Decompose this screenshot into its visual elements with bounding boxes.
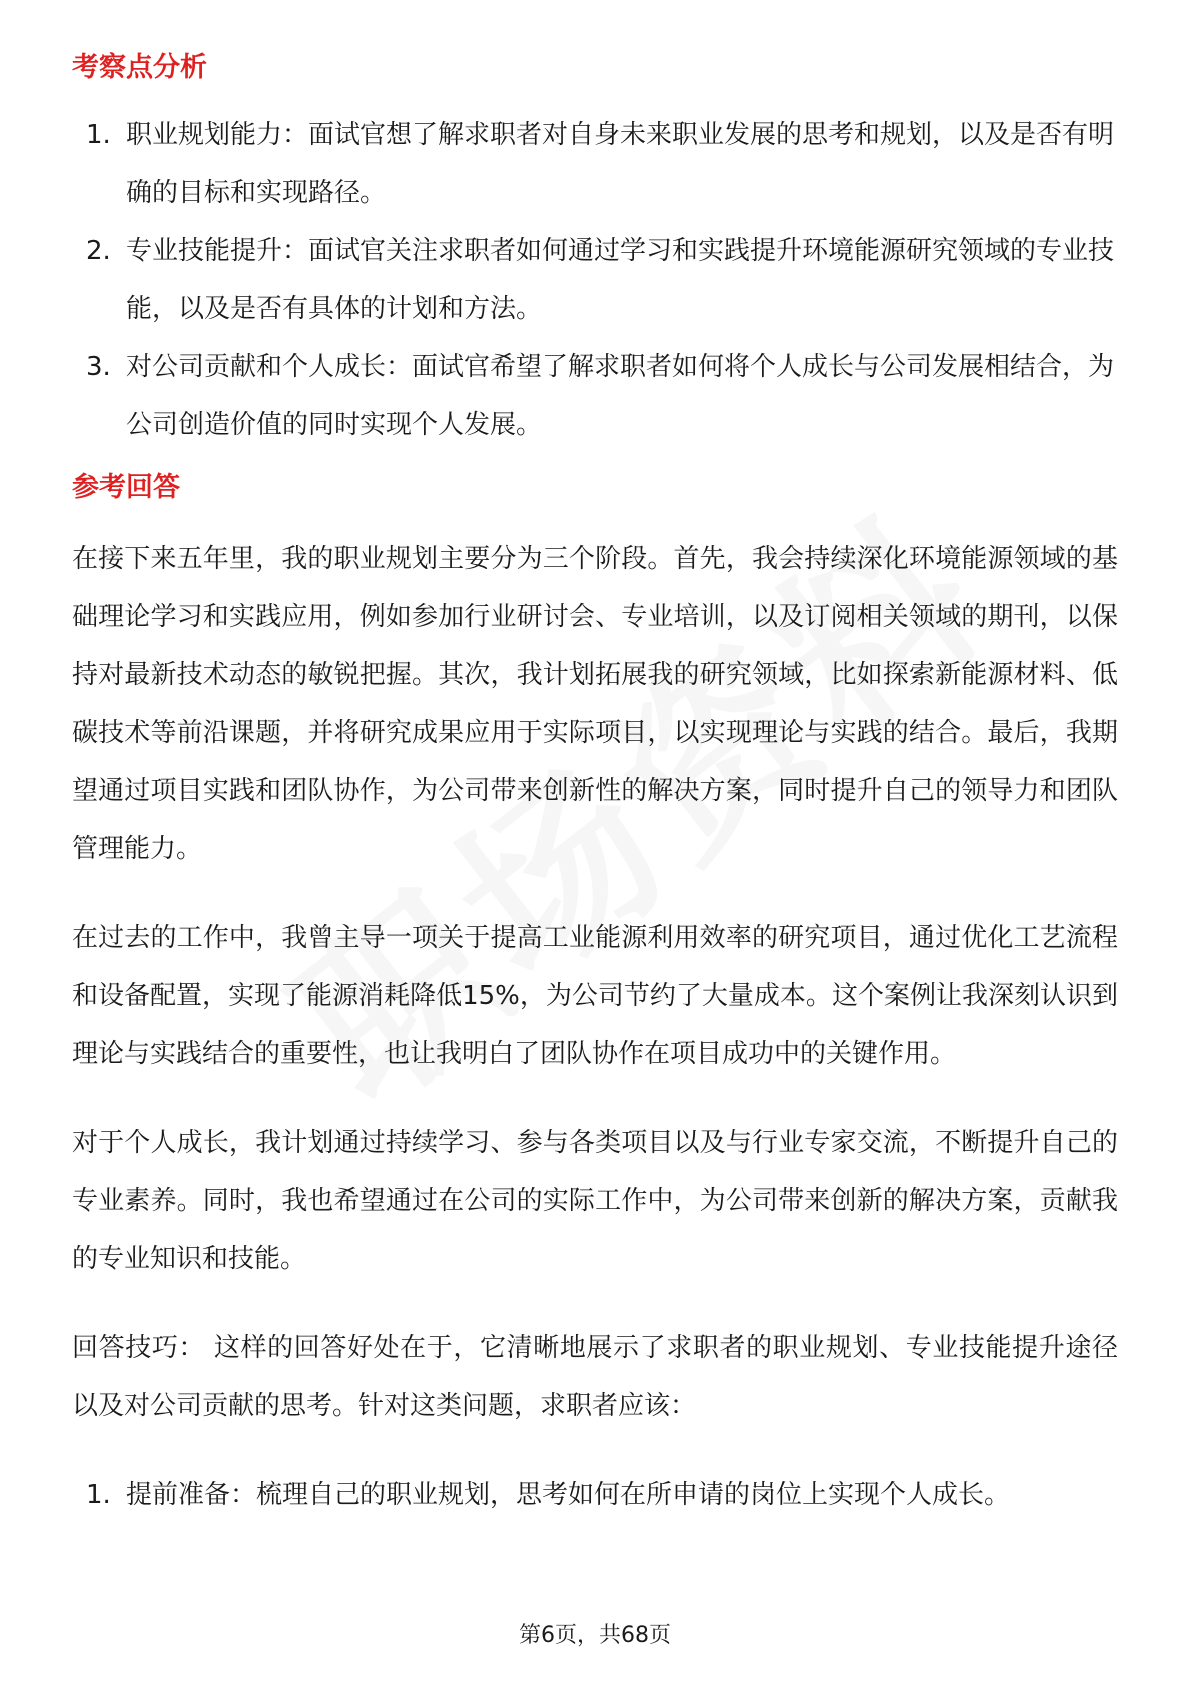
list-item-number: 3.	[86, 352, 111, 382]
tips-list	[72, 1466, 1118, 1524]
list-item-text: 职业规划能力：面试官想了解求职者对自身未来职业发展的思考和规划，以及是否有明确的目标和实现路径。	[126, 120, 1115, 208]
list-item-number: 1.	[86, 1480, 111, 1510]
analysis-list-item	[72, 338, 1118, 454]
reference-paragraph: 在接下来五年里，我的职业规划主要分为三个阶段。首先，我会持续深化环境能源领域的基础理论学习和实践应用，例如参加行业研讨会、专业培训，以及订阅相关领域的期刊，以保持对最新技术动态的敏锐把握。其次，我计划拓展我的研究领域，比如探索新能源材料、低碳技术等前沿课题，并将研究成果应用于实际项目，以实现理论与实践的结合。最后，我期望通过项目实践和团队协作，为公司带来创新性的解决方案，同时提升自己的领导力和团队管理能力。	[72, 544, 1118, 864]
reference-paragraph: 对于个人成长，我计划通过持续学习、参与各类项目以及与行业专家交流，不断提升自己的专业素养。同时，我也希望通过在公司的实际工作中，为公司带来创新的解决方案，贡献我的专业知识和技能。	[72, 1128, 1118, 1274]
analysis-list-item	[72, 106, 1118, 222]
analysis-section-title: 考察点分析	[72, 52, 207, 83]
list-item-text: 提前准备：梳理自己的职业规划，思考如何在所申请的岗位上实现个人成长。	[126, 1480, 1011, 1510]
list-item-text: 专业技能提升：面试官关注求职者如何通过学习和实践提升环境能源研究领域的专业技能，以及是否有具体的计划和方法。	[126, 236, 1115, 324]
answer-tips-paragraph: 回答技巧： 这样的回答好处在于，它清晰地展示了求职者的职业规划、专业技能提升途径以及对公司贡献的思考。针对这类问题，求职者应该：	[72, 1333, 1118, 1421]
analysis-list	[72, 106, 1118, 454]
list-item-text: 对公司贡献和个人成长：面试官希望了解求职者如何将个人成长与公司发展相结合，为公司创造价值的同时实现个人发展。	[126, 352, 1115, 440]
analysis-list-item	[72, 222, 1118, 338]
page-number-footer: 第6页，共68页	[519, 1623, 671, 1648]
tips-list-item	[72, 1466, 1118, 1524]
list-item-number: 2.	[86, 236, 111, 266]
page-content	[72, 48, 1118, 1524]
reference-paragraph: 在过去的工作中，我曾主导一项关于提高工业能源利用效率的研究项目，通过优化工艺流程和设备配置，实现了能源消耗降低15%，为公司节约了大量成本。这个案例让我深刻认识到理论与实践结合的重要性，也让我明白了团队协作在项目成功中的关键作用。	[72, 923, 1118, 1069]
reference-section-title: 参考回答	[72, 472, 180, 503]
list-item-number: 1.	[86, 120, 111, 150]
